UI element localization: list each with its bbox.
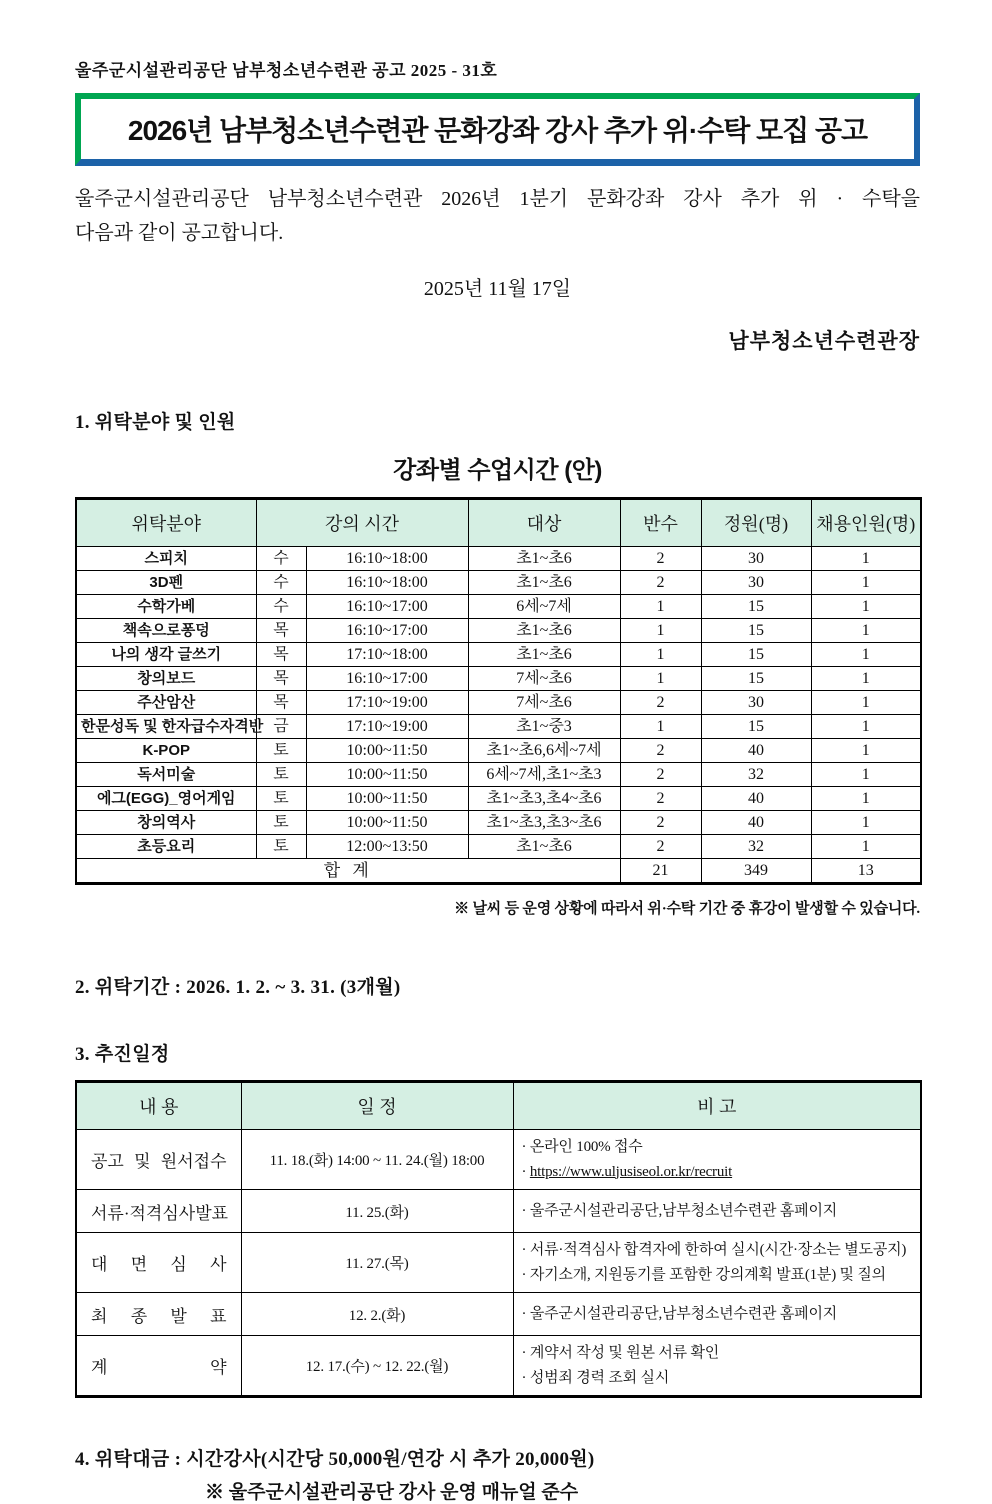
course-time: 12:00~13:50 <box>306 835 468 859</box>
document-title: 2026년 남부청소년수련관 문화강좌 강사 추가 위·수탁 모집 공고 <box>127 115 868 146</box>
course-hires: 1 <box>811 715 921 739</box>
schedule-remarks <box>513 1233 921 1293</box>
course-row <box>76 691 921 715</box>
course-classes: 2 <box>620 547 701 571</box>
course-hires: 1 <box>811 787 921 811</box>
notice-number: 울주군시설관리공단 남부청소년수련관 공고 2025 - 31호 <box>75 61 498 80</box>
course-day: 목 <box>256 643 306 667</box>
course-day: 목 <box>256 667 306 691</box>
course-classes: 2 <box>620 739 701 763</box>
schedule-remarks <box>513 1293 921 1336</box>
course-target: 초1~초3,초3~초6 <box>468 811 620 835</box>
course-time: 16:10~17:00 <box>306 667 468 691</box>
course-row <box>76 715 921 739</box>
course-time: 16:10~17:00 <box>306 619 468 643</box>
schedule-row <box>76 1336 921 1397</box>
course-capacity: 32 <box>701 835 811 859</box>
course-target: 7세~초6 <box>468 691 620 715</box>
course-name: 에그(EGG)_영어게임 <box>76 787 256 811</box>
schedule-content: 계 약 <box>76 1336 241 1397</box>
course-row <box>76 811 921 835</box>
course-classes: 2 <box>620 787 701 811</box>
course-hires: 1 <box>811 763 921 787</box>
course-capacity: 15 <box>701 643 811 667</box>
schedule-date: 11. 27.(목) <box>241 1233 513 1293</box>
col-header-time: 강의 시간 <box>256 499 468 547</box>
course-hires: 1 <box>811 811 921 835</box>
course-classes: 2 <box>620 763 701 787</box>
course-time: 16:10~18:00 <box>306 571 468 595</box>
schedule-remarks <box>513 1190 921 1233</box>
schedule-content: 최 종 발 표 <box>76 1293 241 1336</box>
remark-line: · 성범죄 경력 조회 실시 <box>521 1369 670 1386</box>
course-classes: 2 <box>620 835 701 859</box>
course-capacity: 32 <box>701 763 811 787</box>
course-row <box>76 763 921 787</box>
course-day: 목 <box>256 691 306 715</box>
course-target: 초1~초6 <box>468 571 620 595</box>
col-header-classes: 반수 <box>620 499 701 547</box>
col-header-capacity: 정원(명) <box>701 499 811 547</box>
course-capacity: 40 <box>701 739 811 763</box>
course-capacity: 30 <box>701 571 811 595</box>
remark-line: · 온라인 100% 접수 <box>521 1138 643 1155</box>
course-day: 토 <box>256 739 306 763</box>
col-header-content: 내 용 <box>76 1082 241 1130</box>
schedule-content: 대 면 심 사 <box>76 1233 241 1293</box>
course-capacity: 40 <box>701 811 811 835</box>
course-capacity: 30 <box>701 691 811 715</box>
course-row <box>76 667 921 691</box>
total-capacity: 349 <box>701 859 811 884</box>
course-classes: 1 <box>620 619 701 643</box>
course-capacity: 15 <box>701 619 811 643</box>
intro-line-2: 다음과 같이 공고합니다. <box>75 222 284 244</box>
total-row <box>76 859 921 884</box>
course-day: 금 <box>256 715 306 739</box>
course-classes: 2 <box>620 691 701 715</box>
schedule-remarks <box>513 1130 921 1190</box>
course-name: 스피치 <box>76 547 256 571</box>
course-day: 수 <box>256 571 306 595</box>
course-time: 17:10~19:00 <box>306 691 468 715</box>
section1-heading: 1. 위탁분야 및 인원 <box>75 412 236 433</box>
course-hires: 1 <box>811 595 921 619</box>
remark-line: · 서류·적격심사 합격자에 한하여 실시(시간·장소는 별도공지) <box>521 1241 907 1258</box>
course-capacity: 15 <box>701 595 811 619</box>
course-classes: 2 <box>620 811 701 835</box>
schedule-date: 11. 18.(화) 14:00 ~ 11. 24.(월) 18:00 <box>241 1130 513 1190</box>
course-hires: 1 <box>811 643 921 667</box>
schedule-table-header <box>76 1082 921 1130</box>
remark-line: · 자기소개, 지원동기를 포함한 강의계획 발표(1분) 및 질의 <box>521 1266 886 1283</box>
course-hires: 1 <box>811 571 921 595</box>
course-table <box>75 497 922 885</box>
course-name: 수학가베 <box>76 595 256 619</box>
course-name: K-POP <box>76 739 256 763</box>
course-time: 16:10~18:00 <box>306 547 468 571</box>
course-hires: 1 <box>811 835 921 859</box>
course-time: 10:00~11:50 <box>306 787 468 811</box>
course-target: 7세~초6 <box>468 667 620 691</box>
course-target: 초1~초6,6세~7세 <box>468 739 620 763</box>
course-capacity: 15 <box>701 667 811 691</box>
course-target: 6세~7세 <box>468 595 620 619</box>
course-row <box>76 619 921 643</box>
section3-heading: 3. 추진일정 <box>75 1044 170 1065</box>
course-classes: 1 <box>620 595 701 619</box>
schedule-row <box>76 1233 921 1293</box>
course-target: 초1~초3,초4~초6 <box>468 787 620 811</box>
bullet: · <box>521 1163 530 1180</box>
course-target: 6세~7세,초1~초3 <box>468 763 620 787</box>
course-day: 토 <box>256 811 306 835</box>
title-box <box>75 93 920 166</box>
schedule-date: 12. 2.(화) <box>241 1293 513 1336</box>
total-label: 합 계 <box>76 859 620 884</box>
course-row <box>76 547 921 571</box>
course-day: 토 <box>256 787 306 811</box>
remark-line: · 울주군시설관리공단,남부청소년수련관 홈페이지 <box>521 1202 838 1219</box>
col-header-schedule: 일 정 <box>241 1082 513 1130</box>
schedule-table <box>75 1080 922 1398</box>
course-table-title: 강좌별 수업시간 (안) <box>393 457 602 484</box>
announcement-date: 2025년 11월 17일 <box>423 278 572 300</box>
col-header-field: 위탁분야 <box>76 499 256 547</box>
course-name: 독서미술 <box>76 763 256 787</box>
recruit-url-link[interactable]: https://www.uljusiseol.or.kr/recruit <box>529 1163 733 1180</box>
course-target: 초1~초6 <box>468 547 620 571</box>
schedule-date: 12. 17.(수) ~ 12. 22.(월) <box>241 1336 513 1397</box>
course-time: 10:00~11:50 <box>306 811 468 835</box>
course-hires: 1 <box>811 739 921 763</box>
course-row <box>76 739 921 763</box>
intro-paragraph <box>75 182 920 250</box>
course-classes: 1 <box>620 715 701 739</box>
course-row <box>76 835 921 859</box>
schedule-content: 공고 및 원서접수 <box>76 1130 241 1190</box>
course-row <box>76 787 921 811</box>
remark-line-with-link <box>522 1160 913 1185</box>
table1-footnote: ※ 날씨 등 운영 상황에 따라서 위·수탁 기간 중 휴강이 발생할 수 있습니다. <box>454 901 920 917</box>
course-capacity: 15 <box>701 715 811 739</box>
course-time: 16:10~17:00 <box>306 595 468 619</box>
schedule-content: 서류·적격심사발표 <box>76 1190 241 1233</box>
schedule-row <box>76 1130 921 1190</box>
course-day: 토 <box>256 763 306 787</box>
course-row <box>76 571 921 595</box>
signer-title: 남부청소년수련관장 <box>728 329 920 353</box>
course-table-header <box>76 499 921 547</box>
course-day: 수 <box>256 595 306 619</box>
schedule-row <box>76 1293 921 1336</box>
course-hires: 1 <box>811 547 921 571</box>
course-name: 주산암산 <box>76 691 256 715</box>
intro-line-1: 울주군시설관리공단 남부청소년수련관 2026년 1분기 문화강좌 강사 추가 위 · 수탁을 <box>75 188 920 210</box>
course-day: 토 <box>256 835 306 859</box>
course-time: 10:00~11:50 <box>306 763 468 787</box>
course-classes: 1 <box>620 667 701 691</box>
course-name: 창의보드 <box>76 667 256 691</box>
remark-line: · 울주군시설관리공단,남부청소년수련관 홈페이지 <box>521 1305 838 1322</box>
course-capacity: 30 <box>701 547 811 571</box>
section4-note: ※ 울주군시설관리공단 강사 운영 매뉴얼 준수 <box>205 1482 579 1503</box>
course-classes: 1 <box>620 643 701 667</box>
course-name: 창의역사 <box>76 811 256 835</box>
total-hires: 13 <box>811 859 921 884</box>
course-name: 책속으로퐁덩 <box>76 619 256 643</box>
course-day: 목 <box>256 619 306 643</box>
section4-heading: 4. 위탁대금 : 시간강사(시간당 50,000원/연강 시 추가 20,000원) <box>75 1449 595 1470</box>
course-hires: 1 <box>811 619 921 643</box>
course-target: 초1~초6 <box>468 835 620 859</box>
schedule-date: 11. 25.(화) <box>241 1190 513 1233</box>
course-name: 나의 생각 글쓰기 <box>76 643 256 667</box>
course-row <box>76 643 921 667</box>
course-row <box>76 595 921 619</box>
course-hires: 1 <box>811 691 921 715</box>
course-time: 17:10~18:00 <box>306 643 468 667</box>
course-day: 수 <box>256 547 306 571</box>
course-name: 초등요리 <box>76 835 256 859</box>
col-header-target: 대상 <box>468 499 620 547</box>
course-target: 초1~초6 <box>468 619 620 643</box>
schedule-row <box>76 1190 921 1233</box>
course-target: 초1~중3 <box>468 715 620 739</box>
col-header-remarks: 비 고 <box>513 1082 921 1130</box>
course-classes: 2 <box>620 571 701 595</box>
course-hires: 1 <box>811 667 921 691</box>
schedule-remarks <box>513 1336 921 1397</box>
course-time: 10:00~11:50 <box>306 739 468 763</box>
course-time: 17:10~19:00 <box>306 715 468 739</box>
section2-heading: 2. 위탁기간 : 2026. 1. 2. ~ 3. 31. (3개월) <box>75 977 401 998</box>
remark-line: · 계약서 작성 및 원본 서류 확인 <box>521 1344 720 1361</box>
course-target: 초1~초6 <box>468 643 620 667</box>
total-classes: 21 <box>620 859 701 884</box>
course-name: 3D펜 <box>76 571 256 595</box>
course-capacity: 40 <box>701 787 811 811</box>
col-header-hires: 채용인원(명) <box>811 499 921 547</box>
course-name: 한문성독 및 한자급수자격반 <box>76 715 256 739</box>
